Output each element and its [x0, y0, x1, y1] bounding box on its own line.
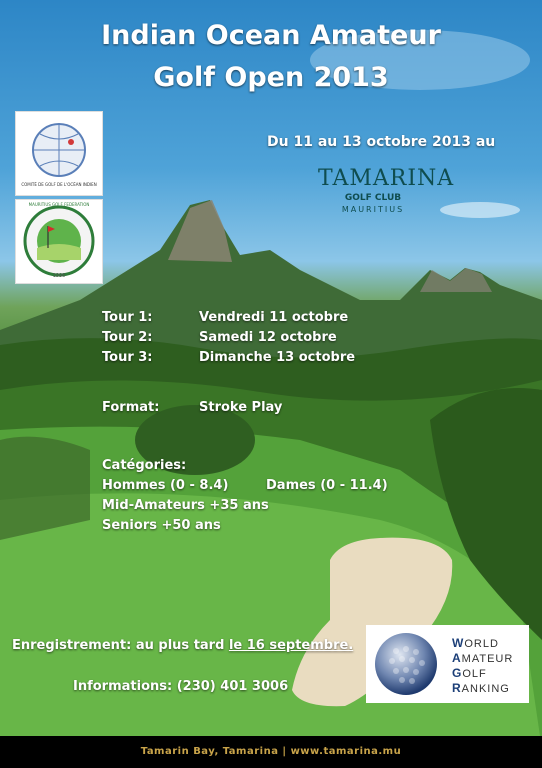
round-1-label: Tour 1:	[102, 310, 153, 325]
wagr-rest-a: MATEUR	[461, 653, 514, 665]
wagr-line-amateur	[452, 651, 513, 665]
event-dates: Du 11 au 13 octobre 2013 au	[267, 134, 496, 150]
round-1-date: Vendredi 11 octobre	[199, 310, 349, 325]
wagr-line-ranking	[452, 681, 510, 695]
category-women: Dames (0 - 11.4)	[266, 478, 388, 493]
registration-prefix: Enregistrement: au plus tard	[12, 638, 229, 653]
wagr-line-golf	[452, 666, 487, 680]
information-phone: Informations: (230) 401 3006	[73, 679, 289, 694]
category-seniors: Seniors +50 ans	[102, 518, 221, 533]
wagr-line-world	[452, 636, 499, 650]
categories-title: Catégories:	[102, 458, 187, 473]
committee-name: COMITÉ DE GOLF DE L'OCÉAN INDIEN	[21, 182, 97, 187]
federation-logo	[15, 199, 103, 284]
title-line-1: Indian Ocean Amateur	[101, 20, 441, 51]
federation-year: 1996	[52, 273, 66, 279]
wagr-cap-a: A	[452, 651, 462, 665]
round-3-label: Tour 3:	[102, 350, 153, 365]
wagr-cap-g: G	[452, 666, 463, 680]
category-men: Hommes (0 - 8.4)	[102, 478, 229, 493]
wagr-rest-g: OLF	[462, 668, 487, 680]
federation-emblem-icon	[16, 200, 102, 283]
footer-address: Tamarin Bay, Tamarina | www.tamarina.mu	[0, 736, 542, 768]
wagr-cap-w: W	[452, 636, 465, 650]
tamarina-golf-club: GOLF CLUB	[344, 193, 402, 203]
committee-logo	[15, 111, 103, 196]
wagr-cap-r: R	[452, 681, 462, 695]
round-3-date: Dimanche 13 octobre	[199, 350, 356, 365]
wagr-rest-r: ANKING	[461, 683, 510, 695]
round-2-date: Samedi 12 octobre	[199, 330, 337, 345]
tamarina-name: TAMARINA	[318, 166, 455, 191]
registration-date: le 16 septembre.	[228, 638, 354, 653]
golf-ball-icon	[366, 625, 446, 703]
wagr-logo	[366, 625, 529, 703]
round-2-label: Tour 2:	[102, 330, 153, 345]
registration-text	[12, 638, 353, 653]
federation-name: MAURITIUS GOLF FEDERATION	[28, 202, 90, 207]
wagr-rest-w: ORLD	[464, 638, 499, 650]
tamarina-country: MAURITIUS	[341, 205, 405, 214]
title-line-2: Golf Open 2013	[153, 62, 389, 93]
format-label: Format:	[102, 400, 160, 415]
format-value: Stroke Play	[199, 400, 283, 415]
tamarina-logo	[318, 166, 455, 230]
category-mid-amateurs: Mid-Amateurs +35 ans	[102, 498, 269, 513]
